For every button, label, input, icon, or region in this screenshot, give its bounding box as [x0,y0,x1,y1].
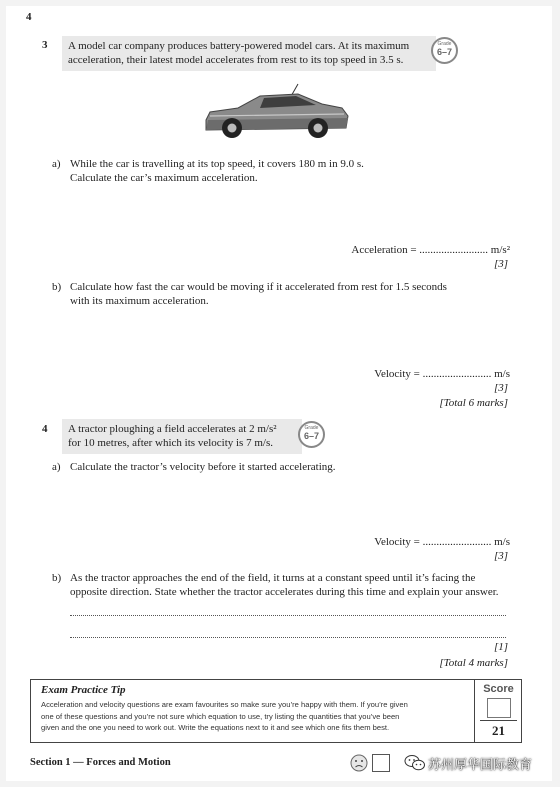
question-3-stem-line1: A model car company produces battery-powered model cars. At its maximum [68,40,410,52]
part-label: a) [52,158,61,170]
acceleration-answer-line[interactable]: Acceleration = ......................... m/s² [351,244,510,256]
score-entry-box[interactable] [487,698,511,718]
tip-body [41,699,466,734]
total-marks-q4: [Total 4 marks] [439,657,508,669]
question-4-stem [62,419,302,454]
answer-writing-line-2[interactable] [70,636,506,638]
score-label: Score [483,683,514,695]
question-4a [52,460,512,474]
question-3b-line1: Calculate how fast the car would be moving if it accelerated from rest for 1.5 seconds [70,281,447,293]
velocity-answer-line-q3b[interactable]: Velocity = ......................... m/s [374,368,510,380]
velocity-answer-line-q4a[interactable]: Velocity = ......................... m/s [374,536,510,548]
tip-title: Exam Practice Tip [41,684,126,696]
question-3-number: 3 [42,39,48,51]
question-4b [52,571,522,599]
part-label: a) [52,461,61,473]
sad-face-icon [350,754,368,772]
score-total: 21 [492,723,505,738]
tip-line2: one of these questions and you’re not sure which equation to use, try listing the quantities that you’ve been [41,711,400,721]
question-4-stem-line2: for 10 metres, after which its velocity is 7 m/s. [68,437,273,449]
question-3-stem-line2: acceleration, their latest model accelerates from rest to its top speed in 3.5 s. [68,54,404,66]
model-car-illustration [198,82,352,146]
question-3-stem [62,36,436,71]
exam-practice-tip-box [30,679,522,743]
wechat-icon [404,754,426,772]
question-3a-line1: While the car is travelling at its top speed, it covers 180 m in 9.0 s. [70,158,364,170]
question-4-stem-line1: A tractor ploughing a field accelerates at 2 m/s² [68,423,277,435]
question-3a [52,157,512,185]
total-marks-q3: [Total 6 marks] [439,397,508,409]
marks-q3b: [3] [493,382,508,394]
question-4-number: 4 [42,423,48,435]
confidence-checkbox[interactable] [372,754,390,772]
question-4b-line2: opposite direction. State whether the tractor accelerates during this time and explain your answer. [70,586,499,598]
score-panel [474,680,522,742]
tip-line3: given and the one you need to work out. Write the equations next to it and see which one fits them best. [41,723,390,732]
tip-line1: Acceleration and velocity questions are exam favourites so make sure you’re happy with them. If you’re given [41,700,408,709]
marks-q3a: [3] [493,258,508,270]
marks-q4a: [3] [493,550,508,562]
marks-q4b: [1] [493,641,508,653]
score-divider [480,720,517,721]
grade-badge-q3: Grade 6–7 [431,37,458,64]
question-4a-line1: Calculate the tractor’s velocity before it started accelerating. [70,461,336,473]
grade-badge-q4: Grade 6–7 [298,421,325,448]
section-footer: Section 1 — Forces and Motion [30,757,171,768]
answer-writing-line-1[interactable] [70,614,506,616]
page-number: 4 [26,11,32,23]
part-label: b) [52,572,62,584]
question-3b [52,280,522,308]
part-label: b) [52,281,62,293]
question-3a-line2: Calculate the car’s maximum acceleration. [70,172,258,184]
question-4b-line1: As the tractor approaches the end of the field, it turns at a constant speed until it’s facing the [70,572,476,584]
question-3b-line2: with its maximum acceleration. [70,295,209,307]
watermark-text: 苏州厚华国际教育 [428,758,533,773]
